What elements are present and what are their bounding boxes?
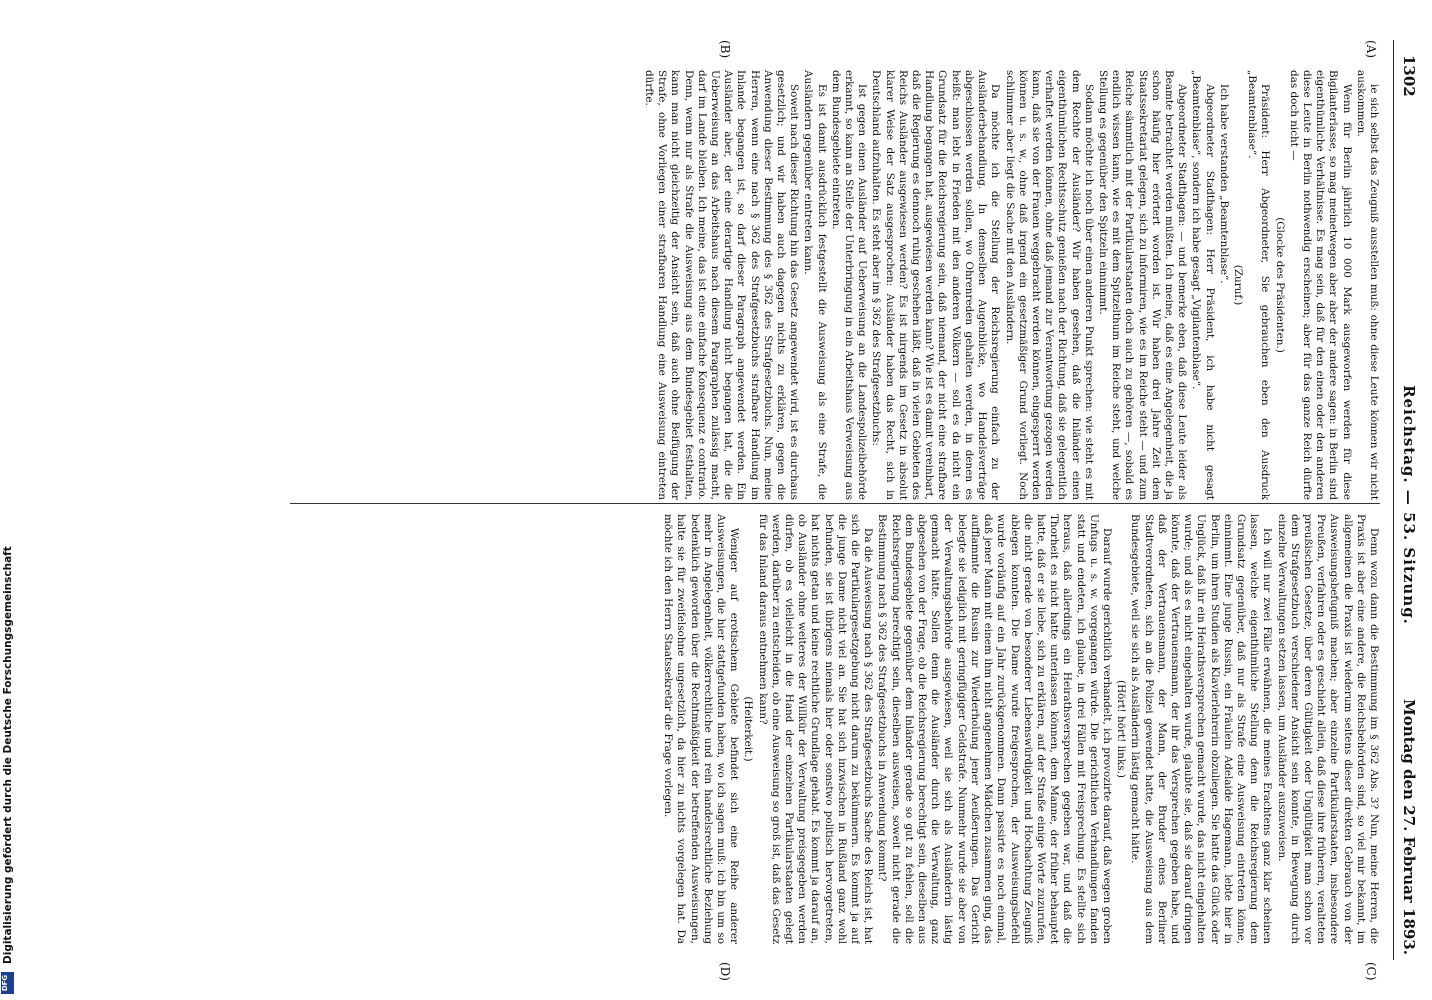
header-date: Montag den 27. Februar 1893. (1400, 699, 1418, 955)
digitization-footer (0, 0, 16, 1000)
quotation: Ist gegen einen Ausländer auf Ueberweisung an die Landespolizeibehörde erkannt, so kann an Stelle der Unterbringung in ein Arbeitshaus Verweisung aus dem Bundesgebiete eintreten. (829, 70, 869, 500)
right-column (290, 514, 1380, 944)
paragraph: Ich habe verstanden „Beamtenblase“. (1217, 84, 1230, 284)
paragraph: Abgeordneter Stadthagen: Herr Präsident, ich habe nicht gesagt „Beamtenblase“, sondern ich habe gesagt „Vigilantenblase“. (1190, 70, 1216, 500)
footer-text: Digitalisierung gefördert durch die Deutsche Forschungsgemeinschaft (2, 546, 14, 964)
paragraph: Präsident: Herr Abgeordneter, Sie gebrauchen eben den Ausdruck „Beamtenblase“. (1246, 70, 1272, 500)
stage-direction: (Heiterkeit.) (742, 696, 755, 762)
dfg-logo-text: DFG (1, 974, 10, 992)
paragraph: Ich will nur zwei Fälle erwähnen, die meines Erachtens ganz klar scheinen lassen, welche eigenthümliche Stellung denn die Reichsregierung dem Grundsatz gegenüber, daß nur als Strafe eine Ausweisung eintreten könne, einnimmt. Eine junge Russin, ein Fräulein Adelaide Hagemann, lebte hier in Berlin, um ihren Studien als Klavierlehrerin obzuliegen. Sie hatte das Glück oder Unglück, daß ihr ein Heirathsversprechen gemacht wurde, das nicht eingehalten wurde; und als es nicht eingehalten wurde, glaubte sie, daß sie darauf dringen könnte, daß der Vertrauensmann, der ihr das Versprechen gegeben habe, und daß der Vertrauensmann, der Mann, der Bruder eines Berliner Stadtverordneten, sich an die Polizei gewendet hatte, die Ausweisung aus dem Bundesgebiete, weil sie sich als Ausländerin lästig gemacht hätte. (1129, 514, 1274, 944)
stage-direction: (Hört! hört! links.) (1115, 680, 1128, 778)
paragraph: Denn wozu dann die Bestimmung im § 362 Abs. 3? Nun, meine Herren, die Praxis ist aber eine andere, die Reichsbehörden sind, so viel mir bekannt, im allgemeinen die Praxis ist wiederum seitens dieser direkten Gebrauch von der Ausweisungsbefugniß machen; aber einzelne Partikularstaaten, insbesondere Preußen, verfahren oder es geschieht allein, daß diese ihre früheren, veralteten preußischen Gesetze, über deren Gültigkeit oder Ungültigkeit man schon vor dem Strafgesetzbuch verschiedener Ansicht sein konnte, in Bewegung durch einzelne Verwaltungen setzen lassen, um Ausländer auszuweisen. (1275, 514, 1380, 944)
header-rule (1393, 40, 1394, 960)
margin-mark-a: (A) (1364, 40, 1378, 59)
stage-direction: (Zuruf.) (1231, 264, 1244, 306)
paragraph: Es ist damit ausdrücklich festgestellt die Ausweisung als eine Strafe, die Ausländern gegenüber eintreten kann. (802, 70, 828, 500)
margin-mark-b: (B) (718, 40, 732, 59)
paragraph: Sodann möchte ich noch über einen anderen Punkt sprechen: wie steht es mit dem Rechte der Ausländer? Wir haben gesehen, daß die Inländer einen eigenthümlichen Rechtsschutz genießen nach der Richtung, daß sie gelegentlich verhaftet werden können, ohne daß jemand zur Verantwortung gezogen werden kann, daß sie von der Frauen weggebracht werden können, eingesperrt werden können u. s. w., ohne daß irgend ein gesetzmäßiger Grund vorliegt. Noch schlimmer aber liegt die Sache mit den Ausländern. (1003, 70, 1095, 500)
paragraph: Da möchte ich die Stellung der Reichsregierung einfach zu der Ausländerbehandlung. In demselben Augenblicke, wo Handelsverträge abgeschlossen werden sollen, wo Ohrenreden gehalten werden, in denen es heißt: man lebt in Frieden mit den anderen Völkern — soll es da nicht ein Grundsatz für die Reichsregierung sein, daß niemand, der nicht eine strafbare Handlung begangen hat, ausgewiesen werden kann? Wie ist es damit vereinbart, daß die Regierung es dennoch ruhig geschehen läßt, daß in vielen Gebieten des Reichs Ausländer ausgewiesen werden? Es ist nirgends im Gesetz in absolut klarer Weise der Satz ausgesprochen: Ausländer haben das Recht, sich in Deutschland aufzuhalten. Es steht aber im § 362 des Strafgesetzbuchs: (870, 70, 1002, 500)
margin-mark-d: (D) (718, 962, 732, 981)
stage-direction: (Glocke des Präsidenten.) (1273, 217, 1286, 353)
paragraph: Abgeordneter Stadthagen: — und bemerke eben, daß diese Leute leider als Beamte betrachtet werden müßten. Ich meine, daß es eine Angelegenheit, die ja schon häufig hier erörtert worden ist. Wir haben drei Jahre Zeit dem Staatssekretariat gelegen, sich zu informiren, wie es im Reiche steht — und zum Reiche sämmtlich mit der Partikularstaaten doch auch zu gehören —, sobald es endlich wissen kann, wie es mit dem Spitzelthum im Reiche steht, und welche Stellung es gegenüber den Spitzeln einnimmt. (1096, 70, 1189, 500)
header-title: Reichstag. — 53. Sitzung. (1400, 385, 1418, 625)
paragraph: ie sich selbst das Zeugniß ausstellen muß: ohne diese Leute können wir nicht auskommen. (1354, 70, 1380, 500)
left-column (290, 70, 1380, 500)
paragraph: Soweit nach dieser Richtung hin das Gesetz angewendet wird, ist es durchaus gesetzlich; und wir haben auch dagegen nichts zu erklären, gegen die Anwendung dieser Bestimmung des § 362 des Strafgesetzbuchs. Nun, meine Herren, wenn eine nach § 362 des Strafgesetzbuchs strafbare Handlung im Inlande begangen ist, so darf dieser Paragraph angewendet werden. Ein Ausländer aber, der eine derartige Handlung nicht begangen hat, die die Ueberweisung an das Arbeitshaus nach diesem Paragraphen zulässig macht, darf im Lande bleiben. Ich meine, das ist eine einfache Konsequenz e contrario. Denn, wenn nur als Strafe die Ausweisung aus dem Bundesgebiet festhalten, kann man nicht gleichzeitig der Ansicht sein, daß auch ohne Beifügung der Strafe, ohne Vorliegen einer strafbaren Handlung eine Ausweisung eintreten dürfte. (643, 70, 801, 500)
running-header (1396, 55, 1418, 955)
column-divider (290, 503, 1380, 504)
paragraph: Weniger auf erotischem Gebiete befindet sich eine Reihe anderer Ausweisungen, die hier stattgefunden haben, wo ich sagen muß: ich bin um so mehr in Angelegenheit, völkerrechtliche und rein handelsrechtliche Beziehung bedenklich geworden über die Rechtmäßigkeit der betreffenden Ausweisungen, halte sie für zweifelsohne ungesetzlich, da hier zu nichts vorgelegen hat. Da möchte ich den Herrn Staatssekretär die Frage vorlegen. (662, 514, 741, 944)
margin-mark-c: (C) (1364, 962, 1378, 981)
page-number: 1302 (1400, 55, 1418, 97)
paragraph: Da die Ausweisung nach § 362 des Strafgesetzbuchs Sache des Reichs ist, hat sich die Partikulargesetzgebung nicht darum zu bekümmern. Es kommt ja auf die junge Dame nicht viel an. Sie hat sich inzwischen in Rußland ganz wohl befunden, sie ist übrigens niemals hier oder sonstwo politisch hervorgetreten, hat nichts getan und keine rechtliche Grundlage gehabt. Es kommt ja darauf an, ob Ausländer ohne weiteres der Willkür der Verwaltung preisgegeben werden dürfen, ob es vielleicht in die Hand der einzelnen Partikularstaaten gelegt werden, darüber zu entscheiden, ob eine Ausweisung so groß ist, daß das Gesetz für das Inland daraus entnehmen kann? (756, 514, 875, 944)
paragraph: Wenn für Berlin jährlich 10 000 Mark ausgeworfen werden für diese Bigilanterlasse, so mag meinetwegen aber aber der andere sagen: in Berlin sind eigenthümliche Verhältnisse. Es mag sein, daß für den einen oder den anderen diese Leute in Berlin nothwendig erscheinen; aber für das ganze Reich dürfte das doch nicht — (1287, 70, 1353, 500)
dfg-logo (1, 972, 14, 994)
paragraph: Darauf wurde gerichtlich verhandelt, ich provozirte darauf, daß wegen groben Unfugs u. s. w. vorgegangen würde. Die gerichtlichen Verhandlungen fanden statt und endeten, ich glaube, in drei Fällen mit Freisprechung. Es stellte sich heraus, daß allerdings ein Heirathsversprechen gegeben war, und daß die Thorheit es nicht hatte unterlassen können, dem Manne, der früher behauptet hatte, daß er sie liebe, sich zu erklären, auf der Straße einige Worte zuzurufen, die nicht gerade von besonderer Liebenswürdigkeit und Hochachtung Zeugniß ablegen konnten. Die Dame wurde freigesprochen, der Ausweisungsbefehl wurde vorläufig auf ein Jahr zurückgenommen. Dann passirte es noch einmal, daß jener Mann mit einem ihm nicht angenehmen Mädchen zusammen ging, das aufflammte die Russin zur Wiederholung jener Aeußerungen. Das Gericht belegte sie lediglich mit geringfügiger Geldstrafe. Nunmehr wurde sie aber von der Verwaltungsbehörde ausgewiesen, weil sie sich als Ausländerin lästig gemacht hätte. Sollen denn die Ausländer durch die Verwaltung, ganz abgesehen von der Frage, ob die Reichsregierung berechtigt sein, dieselben aus dem Bundesgebiete gegenüber dem Inländer gerade so gut zu fehlen, soll die Reichsregierung berechtigt sein, dieselben ausweisen, soweit nicht gerade die Bestimmung nach § 362 des Strafgesetzbuchs in Anwendung kommt? (876, 514, 1113, 944)
